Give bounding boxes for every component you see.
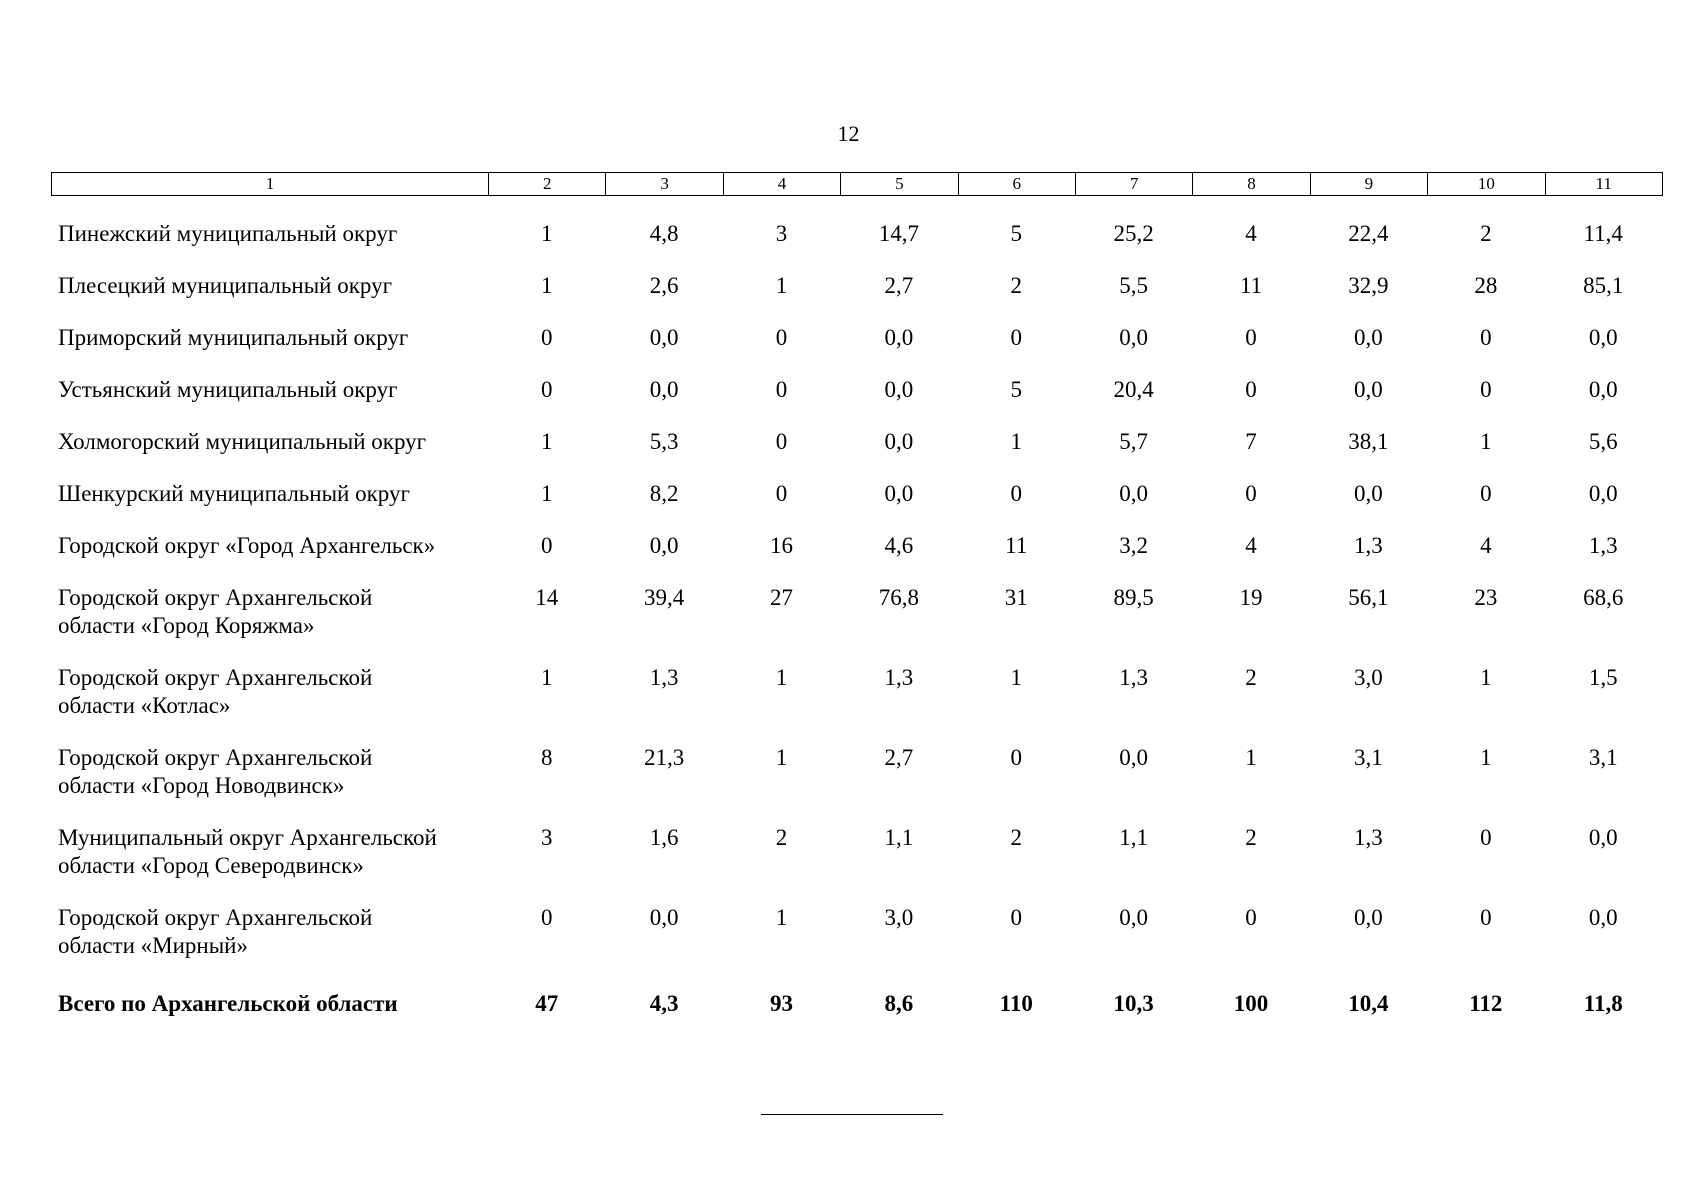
table-cell: 2,7: [884, 273, 914, 298]
row-name-line: области «Город Северодвинск»: [58, 853, 364, 878]
statistics-table: [51, 208, 1662, 1024]
table-cell: 0: [1010, 325, 1022, 350]
header-cell: 4: [723, 173, 840, 196]
row-name-line: Городской округ Архангельской: [58, 585, 373, 610]
table-cell: 14,7: [878, 221, 919, 246]
table-cell: 1: [540, 273, 553, 298]
row-name: [51, 812, 488, 892]
table-cell: 3,0: [1354, 665, 1383, 690]
table-cell: 2: [775, 825, 788, 850]
table-cell: 5: [1010, 377, 1022, 402]
header-cell: 11: [1545, 173, 1662, 196]
table-cell: 3,1: [1588, 745, 1618, 770]
table-cell: 0: [1245, 325, 1257, 350]
table-cell: 14: [535, 585, 559, 610]
total-cell: 47: [535, 991, 559, 1016]
table-cell: 0,0: [884, 429, 914, 454]
total-cell: 4,3: [649, 991, 679, 1016]
table-cell: 25,2: [1113, 221, 1154, 246]
table-cell: 0,0: [1119, 481, 1149, 506]
total-cell: 10,3: [1113, 991, 1154, 1016]
table-cell: 0: [1480, 825, 1492, 850]
table-cell: 1: [775, 665, 788, 690]
table-row: [51, 892, 1662, 972]
row-name: [51, 732, 488, 812]
table-cell: 1: [1480, 745, 1492, 770]
total-row-name: Всего по Архангельской области: [58, 991, 398, 1016]
table-cell: 2: [1010, 825, 1022, 850]
table-cell: 4: [1245, 221, 1257, 246]
table-cell: 0: [775, 429, 788, 454]
table-cell: 21,3: [643, 745, 685, 770]
table-cell: 19: [1239, 585, 1263, 610]
table-cell: 16: [769, 533, 793, 558]
table-cell: 32,9: [1348, 273, 1389, 298]
table-cell: 85,1: [1583, 273, 1624, 298]
table-cell: 0,0: [1588, 481, 1618, 506]
table-cell: 1,1: [1119, 825, 1149, 850]
table-cell: 31: [1004, 585, 1028, 610]
table-cell: 0: [775, 377, 788, 402]
table-row: [51, 520, 1662, 572]
table-cell: 23: [1474, 585, 1498, 610]
total-cell: 10,4: [1348, 991, 1389, 1016]
table-cell: 3,2: [1119, 533, 1149, 558]
header-cell: 3: [606, 173, 723, 196]
table-cell: 0,0: [1354, 481, 1383, 506]
header-cell: 2: [489, 173, 606, 196]
table-cell: 0,0: [884, 377, 914, 402]
table-cell: 1: [1010, 665, 1022, 690]
table-cell: 5,5: [1119, 273, 1149, 298]
row-name-line: области «Мирный»: [58, 933, 248, 958]
header-cell: 5: [841, 173, 958, 196]
header-cell: 1: [52, 173, 489, 196]
table-row: [51, 312, 1662, 364]
table-cell: 1,1: [884, 825, 914, 850]
row-name: Холмогорский муниципальный округ: [58, 429, 427, 454]
table-row: [51, 652, 1662, 732]
header-cell: 7: [1075, 173, 1192, 196]
table-cell: 11: [1239, 273, 1263, 298]
table-cell: 0,0: [649, 325, 679, 350]
table-cell: 0,0: [1588, 377, 1618, 402]
table-cell: 1,3: [1119, 665, 1149, 690]
page-number: 12: [837, 121, 860, 146]
table-cell: 0,0: [1588, 825, 1618, 850]
table-cell: 0: [540, 377, 553, 402]
table-cell: 20,4: [1113, 377, 1154, 402]
table-cell: 8,2: [649, 481, 679, 506]
total-cell: 100: [1233, 991, 1269, 1016]
table-cell: 0,0: [1119, 325, 1149, 350]
table-cell: 1,6: [649, 825, 679, 850]
total-cell: 8,6: [884, 991, 914, 1016]
header-cell: 9: [1310, 173, 1427, 196]
table-cell: 0: [1480, 325, 1492, 350]
table-cell: 76,8: [878, 585, 919, 610]
table-cell: 1,5: [1588, 665, 1618, 690]
table-cell: 0: [775, 325, 788, 350]
row-name-line: области «Город Коряжма»: [58, 613, 315, 638]
header-row: [52, 173, 1663, 196]
total-cell: 11,8: [1583, 991, 1623, 1016]
table-cell: 0: [1480, 481, 1492, 506]
table-cell: 0: [1010, 481, 1022, 506]
table-cell: 2: [1480, 221, 1492, 246]
table-cell: 3: [775, 221, 788, 246]
table-cell: 0: [1010, 905, 1022, 930]
table-cell: 27: [769, 585, 793, 610]
table-cell: 1: [540, 221, 553, 246]
row-name: [51, 892, 488, 972]
table-cell: 3,1: [1354, 745, 1383, 770]
table-cell: 5,6: [1588, 429, 1618, 454]
row-name-line: области «Город Новодвинск»: [58, 773, 345, 798]
table-cell: 4: [1245, 533, 1257, 558]
table-cell: 0,0: [1588, 905, 1618, 930]
table-cell: 3: [540, 825, 553, 850]
table-cell: 1,3: [1354, 825, 1383, 850]
table-cell: 3,0: [884, 905, 914, 930]
table-cell: 0,0: [649, 905, 679, 930]
table-cell: 0: [1010, 745, 1022, 770]
table-cell: 0: [1245, 377, 1257, 402]
table-row: [51, 208, 1662, 260]
table-cell: 1,3: [649, 665, 679, 690]
row-name: [51, 572, 488, 652]
total-cell: 110: [999, 991, 1033, 1016]
table-cell: 2: [1245, 825, 1257, 850]
table-row: [51, 572, 1662, 652]
table-cell: 1: [775, 905, 788, 930]
row-name: [51, 652, 488, 732]
table-cell: 1: [540, 481, 553, 506]
table-cell: 5,3: [649, 429, 679, 454]
table-cell: 39,4: [643, 585, 685, 610]
table-cell: 1: [1480, 665, 1492, 690]
table-cell: 22,4: [1348, 221, 1389, 246]
table-cell: 7: [1245, 429, 1257, 454]
table-cell: 2,6: [649, 273, 679, 298]
table-row: [51, 416, 1662, 468]
table-row: [51, 732, 1662, 812]
table-cell: 1,3: [884, 665, 914, 690]
table-cell: 2,7: [884, 745, 914, 770]
row-name: Пинежский муниципальный округ: [58, 221, 398, 246]
table-cell: 1: [1480, 429, 1492, 454]
table-cell: 1,3: [1354, 533, 1383, 558]
table-cell: 11,4: [1583, 221, 1623, 246]
table-cell: 1: [775, 745, 788, 770]
row-name: Городской округ «Город Архангельск»: [58, 533, 436, 558]
table-cell: 5: [1010, 221, 1022, 246]
table-cell: 0: [1245, 481, 1257, 506]
row-name-line: Городской округ Архангельской: [58, 905, 373, 930]
table-cell: 1: [540, 429, 553, 454]
table-cell: 0,0: [1354, 905, 1383, 930]
row-name-line: Муниципальный округ Архангельской: [58, 825, 437, 850]
table-cell: 89,5: [1113, 585, 1154, 610]
table-cell: 0: [1480, 905, 1492, 930]
row-name: Приморский муниципальный округ: [58, 325, 409, 350]
table-row: [51, 468, 1662, 520]
table-cell: 11: [1005, 533, 1028, 558]
table-cell: 0,0: [1354, 377, 1383, 402]
table-row: [51, 260, 1662, 312]
table-cell: 0: [540, 533, 553, 558]
table-cell: 0: [1245, 905, 1257, 930]
total-cell: 93: [769, 991, 793, 1016]
table-cell: 0,0: [649, 533, 679, 558]
table-cell: 4,6: [884, 533, 914, 558]
table-cell: 0,0: [1354, 325, 1383, 350]
row-name: Устьянский муниципальный округ: [58, 377, 398, 402]
row-name-line: области «Котлас»: [58, 693, 231, 718]
table-cell: 56,1: [1348, 585, 1389, 610]
column-number-header: [51, 172, 1663, 196]
table-cell: 1: [540, 665, 553, 690]
header-cell: 8: [1193, 173, 1310, 196]
table-cell: 38,1: [1348, 429, 1389, 454]
table-cell: 1: [1245, 745, 1257, 770]
total-cell: 112: [1469, 991, 1503, 1016]
header-cell: 6: [958, 173, 1075, 196]
row-name: Шенкурский муниципальный округ: [58, 481, 410, 506]
table-cell: 0,0: [649, 377, 679, 402]
table-cell: 0: [540, 325, 553, 350]
table-cell: 0: [775, 481, 788, 506]
total-row: [51, 972, 1662, 1024]
table-cell: 0: [1480, 377, 1492, 402]
table-cell: 28: [1474, 273, 1498, 298]
table-cell: 1,3: [1588, 533, 1618, 558]
table-cell: 0,0: [1588, 325, 1618, 350]
table-row: [51, 364, 1662, 416]
row-name: Плесецкий муниципальный округ: [58, 273, 393, 298]
table-cell: 0,0: [884, 481, 914, 506]
table-cell: 1: [1010, 429, 1022, 454]
table-cell: 2: [1010, 273, 1022, 298]
table-cell: 2: [1245, 665, 1257, 690]
row-name-line: Городской округ Архангельской: [58, 745, 373, 770]
table-cell: 0: [540, 905, 553, 930]
table-cell: 5,7: [1119, 429, 1149, 454]
table-cell: 1: [775, 273, 788, 298]
table-cell: 0,0: [884, 325, 914, 350]
table-cell: 4: [1480, 533, 1492, 558]
table-cell: 0,0: [1119, 905, 1149, 930]
table-cell: 4,8: [649, 221, 679, 246]
table-cell: 0,0: [1119, 745, 1149, 770]
row-name-line: Городской округ Архангельской: [58, 665, 373, 690]
header-cell: 10: [1428, 173, 1545, 196]
table-cell: 68,6: [1583, 585, 1624, 610]
footer-divider: [761, 1114, 943, 1115]
table-row: [51, 812, 1662, 892]
table-cell: 8: [540, 745, 553, 770]
